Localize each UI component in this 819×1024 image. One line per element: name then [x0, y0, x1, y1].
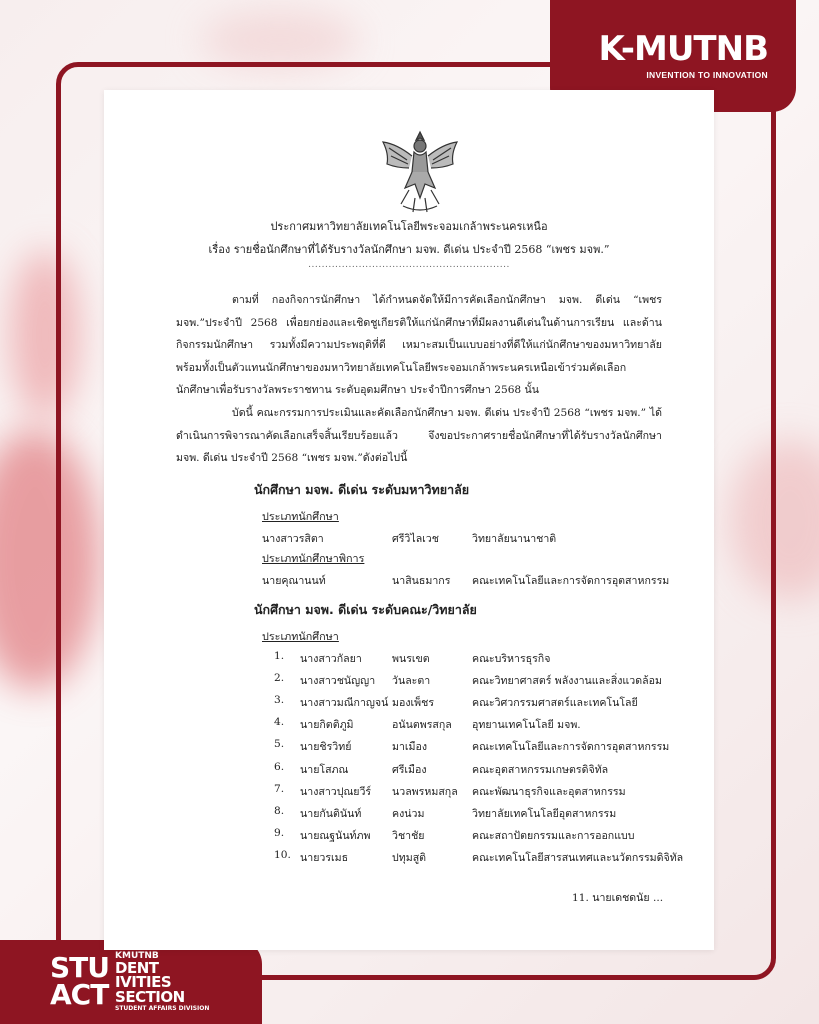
- awardee-last-name: อนันตพรสกุล: [392, 719, 452, 732]
- awardee-first-name: นายวรเมธ: [300, 851, 349, 864]
- stuact-kmutnb: KMUTNB: [115, 951, 159, 962]
- list-item: [262, 761, 702, 779]
- row-number: 7.: [274, 782, 285, 795]
- stuact-logo: [0, 940, 262, 1024]
- paragraph-announcement: บัดนี้ คณะกรรมการประเมินและคัดเลือกนักศึกษา มจพ. ดีเด่น ประจำปี 2568 “เพชร มจพ.” ได้ดำเนินการพิจารณาคัดเลือกเสร็จสิ้นเรียบร้อยแล้ว จึงขอประกาศรายชื่อนักศึกษาที่ได้รับรางวัลนักศึกษา มจพ. ดีเด่น ประจำปี 2568 “เพชร มจพ.”ดังต่อไปนี้: [176, 407, 662, 464]
- garuda-emblem-icon: [379, 124, 461, 216]
- row-number: 2.: [274, 672, 285, 685]
- awardee-last-name: วันละตา: [392, 675, 431, 688]
- list-item: [262, 530, 702, 548]
- list-item: [262, 572, 702, 590]
- awardee-first-name: นางสาวมณีกาญจน์: [300, 697, 389, 710]
- row-number: 3.: [274, 694, 285, 707]
- logo-tagline: INVENTION TO INNOVATION: [646, 70, 768, 80]
- awardee-unit: วิทยาลัยนานาชาติ: [472, 533, 557, 545]
- awardee-unit: คณะสถาปัตยกรรมและการออกแบบ: [472, 829, 635, 842]
- awardee-last-name: มองเพ็ชร: [392, 697, 435, 710]
- awardee-first-name: นางสาวปุณยวีร์: [300, 785, 372, 798]
- row-number: 1.: [274, 650, 285, 662]
- category-heading: ประเภทนักศึกษา: [262, 630, 339, 643]
- row-number: 9.: [274, 826, 285, 839]
- row-number: 6.: [274, 760, 285, 773]
- awardee-unit: คณะวิศวกรรมศาสตร์และเทคโนโลยี: [472, 697, 638, 710]
- awardee-first-name: นางสาวรสิตา: [262, 533, 324, 545]
- awardee-first-name: นายชิรวิทย์: [300, 741, 352, 754]
- list-item: [262, 783, 702, 801]
- paragraph-background: ตามที่ กองกิจการนักศึกษา ได้กำหนดจัดให้มีการคัดเลือกนักศึกษา มจพ. ดีเด่น “เพชร มจพ.”ประจำปี 2568 เพื่อยกย่องและเชิดชูเกียรติให้แก่นักศึกษาที่มีผลงานดีเด่นในด้านการเรียน และด้านกิจกรรมนักศึกษา รวมทั้งมีความประพฤติที่ดี เหมาะสมเป็นแบบอย่างที่ดีให้แก่นักศึกษาของมหาวิทยาลัย พร้อมทั้งเป็นตัวแทนนักศึกษาของมหาวิทยาลัยเทคโนโลยีพระจอมเกล้าพระนครเหนือเข้าร่วมคัดเลือกนักศึกษาเพื่อรับรางวัลพระราชทาน ระดับอุดมศึกษา ประจำปีการศึกษา 2568 นั้น: [176, 294, 662, 396]
- list-item: [262, 694, 702, 712]
- awardee-last-name: ศรีวิไลเวช: [392, 533, 439, 545]
- list-item: [262, 650, 702, 668]
- awardee-last-name: นวลพรหมสกุล: [392, 785, 458, 798]
- list-item: [262, 849, 702, 867]
- stuact-section-words: DENT IVITIES SECTION: [115, 959, 185, 1006]
- awardee-first-name: นายโสภณ: [300, 763, 349, 776]
- row-number: 8.: [274, 804, 285, 817]
- awardee-first-name: นางสาวชนัญญา: [300, 675, 376, 688]
- awardee-last-name: คงน่วม: [392, 807, 425, 820]
- awardee-first-name: นายณฐนันท์ภพ: [300, 829, 371, 842]
- section-title-university: นักศึกษา มจพ. ดีเด่น ระดับมหาวิทยาลัย: [254, 482, 470, 497]
- row-number: 5.: [274, 738, 285, 751]
- awardee-unit: คณะพัฒนาธุรกิจและอุตสาหกรรม: [472, 785, 626, 798]
- awardee-last-name: นาสินธมากร: [392, 575, 451, 587]
- announcement-document: [104, 90, 714, 950]
- section-title-faculty: นักศึกษา มจพ. ดีเด่น ระดับคณะ/วิทยาลัย: [254, 602, 477, 617]
- row-number: 4.: [274, 716, 285, 729]
- awardee-unit: อุทยานเทคโนโลยี มจพ.: [472, 719, 581, 732]
- list-item: [262, 738, 702, 756]
- awardee-last-name: พนรเขต: [392, 653, 430, 665]
- list-item: [262, 672, 702, 690]
- logo-wordmark: K-MUTNB: [598, 29, 768, 69]
- awardee-unit: คณะอุตสาหกรรมเกษตรดิจิทัล: [472, 763, 609, 776]
- document-issuer: ประกาศมหาวิทยาลัยเทคโนโลยีพระจอมเกล้าพระนครเหนือ: [270, 220, 548, 233]
- divider: ............................................................: [308, 260, 510, 270]
- stuact-words: [115, 952, 209, 1012]
- awardee-last-name: วิชาชัย: [392, 829, 425, 842]
- awardee-unit: คณะบริหารธุรกิจ: [472, 653, 551, 665]
- category-heading: ประเภทนักศึกษา: [262, 510, 339, 523]
- awardee-last-name: มาเมือง: [392, 741, 428, 754]
- document-subject: เรื่อง รายชื่อนักศึกษาที่ได้รับรางวัลนักศึกษา มจพ. ดีเด่น ประจำปี 2568 “เพชร มจพ.”: [208, 243, 610, 256]
- awardee-first-name: นายคุณานนท์: [262, 575, 326, 587]
- awardee-unit: วิทยาลัยเทคโนโลยีอุตสาหกรรม: [472, 807, 617, 820]
- stuact-division: STUDENT AFFAIRS DIVISION: [115, 1004, 210, 1012]
- awardee-unit: คณะวิทยาศาสตร์ พลังงานและสิ่งแวดล้อม: [472, 675, 662, 688]
- awardee-unit: คณะเทคโนโลยีและการจัดการอุตสาหกรรม: [472, 575, 670, 587]
- list-item: [262, 827, 702, 845]
- list-item: [262, 716, 702, 734]
- background-blossom: [200, 10, 360, 70]
- awardee-unit: คณะเทคโนโลยีสารสนเทศและนวัตกรรมดิจิทัล: [472, 851, 684, 864]
- list-item: [262, 805, 702, 823]
- awardee-unit: คณะเทคโนโลยีและการจัดการอุตสาหกรรม: [472, 741, 670, 754]
- awardee-last-name: ปทุมสูติ: [392, 851, 427, 864]
- awardee-first-name: นางสาวกัลยา: [300, 653, 362, 665]
- row-number: 10.: [274, 848, 291, 861]
- awardee-last-name: ศรีเมือง: [392, 763, 427, 776]
- next-page-indicator: 11. นายเดชดนัย ...: [572, 892, 664, 904]
- awardee-first-name: นายกันตินันท์: [300, 807, 362, 820]
- stuact-big-letters: STU ACT: [50, 951, 110, 1011]
- awardee-first-name: นายกิตติภูมิ: [300, 719, 354, 732]
- category-heading: ประเภทนักศึกษาพิการ: [262, 552, 365, 565]
